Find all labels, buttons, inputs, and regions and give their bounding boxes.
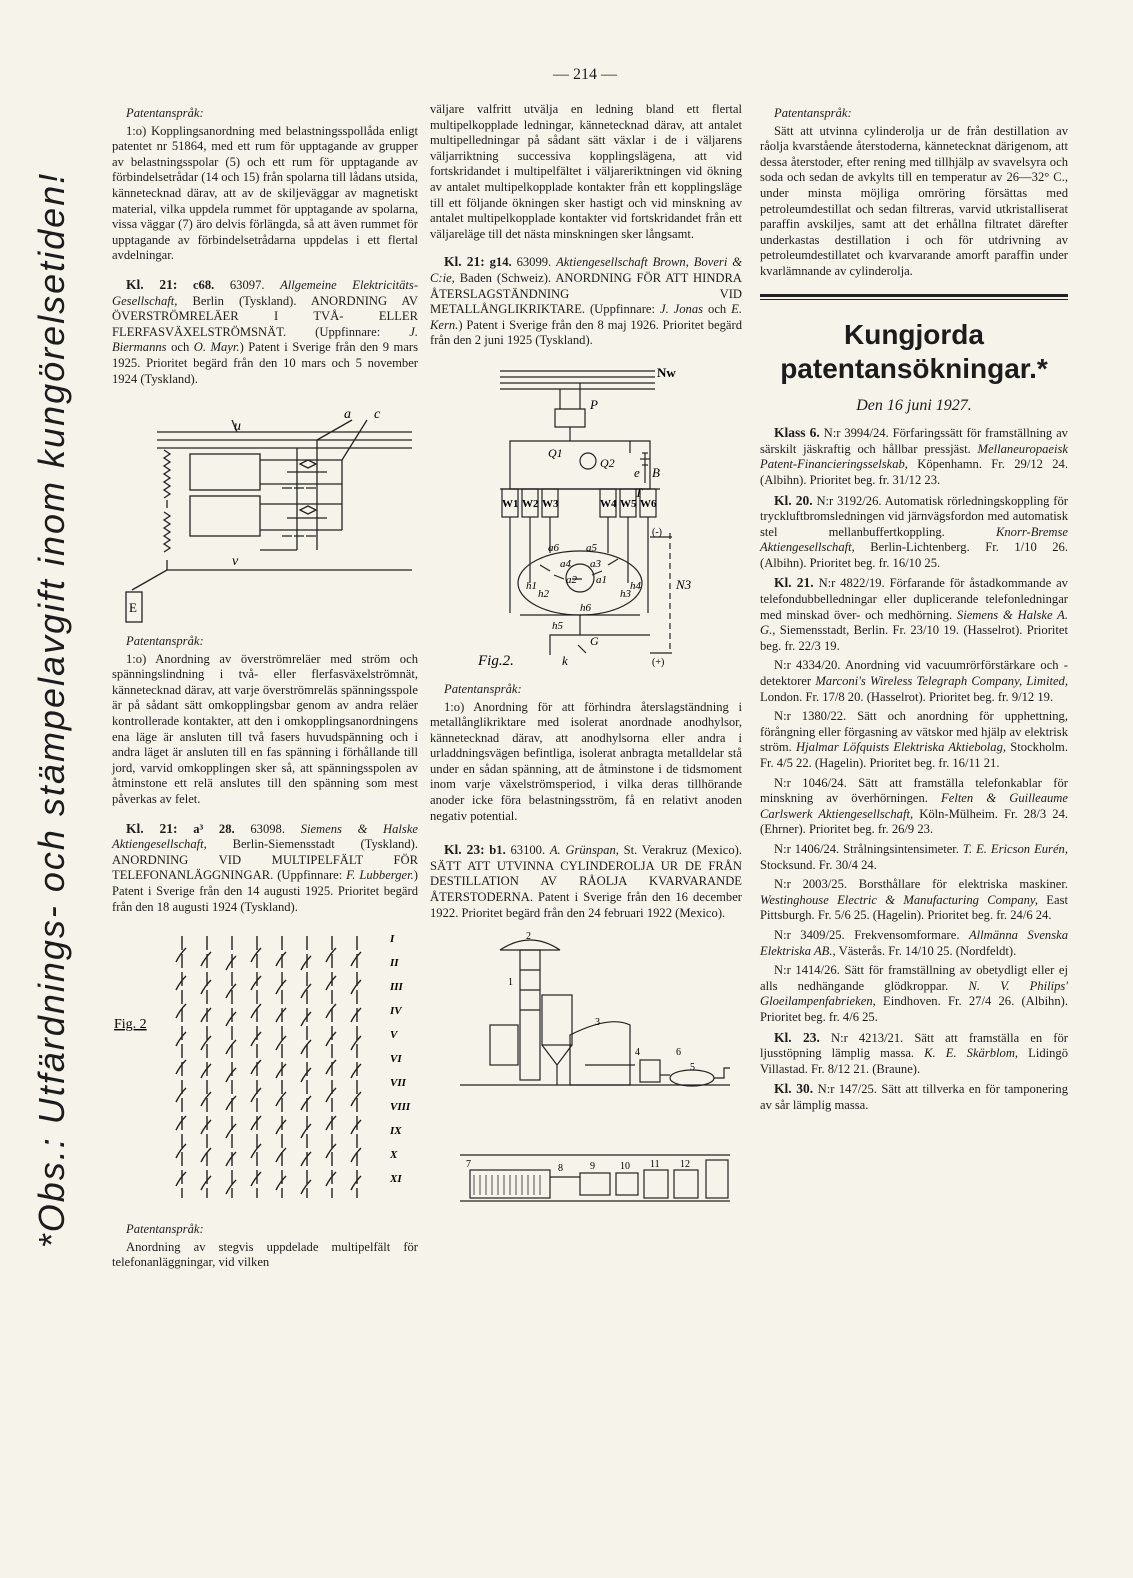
applicant: Siemens & Halske A. G., xyxy=(760,607,1068,638)
figure-rectifier-circuit xyxy=(430,353,742,678)
patent-entry-63097 xyxy=(112,277,418,387)
figure-label: k xyxy=(562,652,568,668)
inventor: F. Lubberger. xyxy=(346,868,414,883)
figure-label: a1 xyxy=(596,573,607,586)
conjunction: och xyxy=(708,302,727,317)
inventor: E. Kern. xyxy=(430,302,742,332)
figure-label: Fig. 2 xyxy=(114,1017,147,1033)
figure-label: P xyxy=(590,396,598,412)
side-note-strip xyxy=(22,120,82,1300)
figure-label: 9 xyxy=(590,1161,595,1173)
subclass: a³ 28. xyxy=(193,821,235,836)
figure-label: IX xyxy=(390,1125,402,1138)
application-details: Lidingö Villastad. Fr. 8/12 21. (Braune). xyxy=(760,1046,1069,1076)
figure-label: h2 xyxy=(538,587,549,600)
applicant: T. E. Ericson Eurén, xyxy=(962,841,1068,856)
patent-entry-63100 xyxy=(430,842,742,921)
figure-label: VI xyxy=(390,1053,402,1066)
class-label: Kl. 21: xyxy=(444,254,485,270)
application-entry xyxy=(760,877,1068,924)
claim-text: 1:o) Anordning av överströmreläer med ström och spänningslindning i två- eller flerfasväxelströmnät, kännetecknad därav, att varje överströmreläs spänningsspole är på sådant sätt omkopplingsbar genom av andra reläer kontrollerade kontakter, att den i omkopplingsanordningens ena läge är ansluten till två fasers huvudspänning och i andra läget är ansluten till en fas spänning i förhållande till jord, varvid omkopplingen sker så, att spänningsspolen av åtminstone ett relä anslutes till den spänning som mest påverkas av felet. xyxy=(112,651,418,807)
claim-heading: Patentanspråk: xyxy=(126,634,204,649)
applicant: Knorr-Bremse Aktiengesellschaft, xyxy=(760,524,1068,555)
entry-text: ) Patent i Sverige från den 9 mars 1925. Prioritet begärd från den 10 mars och 5 november 1924 (Tyskland). xyxy=(112,340,418,386)
claim-text: Anordning av stegvis uppdelade multipelfält för telefonanläggningar, vid vilken xyxy=(112,1239,418,1270)
figure-label: W6 xyxy=(640,497,657,510)
figure-label: Q1 xyxy=(548,445,563,460)
figure-label: X xyxy=(390,1149,398,1162)
application-text: N:r 4822/19. Förfarande för åstadkommande av telefondubbelledningar eller duplicerande telefonledningar med minskad över- och medhörning. xyxy=(760,576,1068,622)
figure-label: c xyxy=(374,407,381,423)
applicant: Marconi's Wireless Telegraph Company, Limited, xyxy=(815,674,1068,689)
patent-entry-63098 xyxy=(112,821,418,916)
figure-label: II xyxy=(390,957,399,970)
application-entry xyxy=(760,575,1068,654)
figure-label: (+) xyxy=(652,656,665,668)
application-text: N:r 147/25. Sätt att tillverka en för tamponering av sår lämplig massa. xyxy=(760,1082,1068,1112)
figure-label: h4 xyxy=(630,579,641,592)
figure-label: B xyxy=(652,464,660,480)
claim-block-3 xyxy=(112,1218,418,1275)
page-number: — 214 — xyxy=(553,66,617,83)
application-text: N:r 3192/26. Automatisk rörledningskoppling för tryckluftbromsledningen vid järnvägsfordon med automatisk stel mellanbuffertkoppling. xyxy=(760,493,1068,539)
class-label: Kl. 20. xyxy=(774,492,813,508)
figure-label: a6 xyxy=(548,541,559,554)
figure-label: W1 xyxy=(502,497,519,510)
claim-block-1 xyxy=(112,102,418,268)
application-entry xyxy=(760,928,1068,959)
patent-number: 63097. xyxy=(229,277,265,292)
figure-label: VII xyxy=(390,1077,406,1090)
figure-label: u xyxy=(234,419,241,435)
patent-number: 63100. xyxy=(510,843,546,858)
section-heading: Kungjorda patentansökningar.* xyxy=(780,318,1048,384)
applicant: Mellaneuropaeisk Patent-Financieringsselskab, xyxy=(760,441,1069,472)
application-details: Eindhoven. Fr. 27/4 26. (Albihn). Prioritet beg. fr. 4/6 25. xyxy=(760,994,1068,1024)
applicant: K. E. Skärblom, xyxy=(924,1046,1019,1061)
application-text: N:r 1046/24. Sätt att framställa telefonkablar för minskning av överhörningen. xyxy=(760,775,1068,806)
figure-label: a5 xyxy=(586,541,597,554)
application-entry xyxy=(760,776,1068,838)
figure-label: 7 xyxy=(466,1159,471,1171)
figure-label: W3 xyxy=(542,497,559,510)
claim-heading: Patentanspråk: xyxy=(126,1222,204,1237)
figure-label: a4 xyxy=(560,557,571,570)
applicant: Allgemeine Elektricitäts-Gesellschaft, xyxy=(112,277,419,308)
figure-label: 3 xyxy=(595,1017,600,1029)
applicant: N. V. Philips' Gloeilampenfabrieken, xyxy=(760,978,1068,1009)
application-entry xyxy=(760,709,1068,771)
class-label: Kl. 21: xyxy=(126,276,178,292)
inventor: J. Biermanns xyxy=(112,324,418,355)
figure-overcurrent-relay xyxy=(112,400,418,625)
applicant: Felten & Guilleaume Carlswerk Aktiengesellschaft, xyxy=(760,791,1068,821)
claim-heading: Patentanspråk: xyxy=(774,106,852,120)
figure-label: III xyxy=(390,981,403,994)
figure-label: Nw xyxy=(657,364,676,380)
applicant: Allmänna Svenska Elektriska AB., xyxy=(760,927,1068,958)
claim-heading: Patentanspråk: xyxy=(444,681,522,696)
figure-label: 5 xyxy=(690,1062,695,1074)
conjunction: och xyxy=(171,340,190,355)
class-label: Kl. 30. xyxy=(774,1081,814,1097)
class-label: Kl. 21: xyxy=(126,820,178,836)
applicant: A. Grünspan, xyxy=(549,843,619,858)
class-label: Kl. 23: xyxy=(444,842,485,858)
figure-label: 12 xyxy=(680,1159,690,1171)
figure-caption: Fig.2. xyxy=(478,652,514,669)
application-details: Stockholm. Fr. 4/5 22. (Hagelin). Prioritet beg. fr. 16/11 21. xyxy=(760,740,1068,770)
application-entry xyxy=(760,1030,1068,1078)
figure-label: 1 xyxy=(508,977,513,989)
figure-label: Q2 xyxy=(600,455,615,470)
figure-label: 6 xyxy=(676,1047,681,1059)
column-left xyxy=(112,102,418,1275)
application-text: N:r 3409/25. Frekvensomformare. xyxy=(774,927,960,942)
subclass: c68. xyxy=(192,277,215,292)
application-text: N:r 1414/26. Sätt för framställning av obetydligt eller ej alls nedhängande glödkroppar. xyxy=(760,963,1068,993)
figure-label: 4 xyxy=(635,1047,640,1059)
inventor: O. Mayr. xyxy=(193,340,240,355)
application-details: East Pittsburgh. Fr. 5/6 25. (Hagelin). Prioritet beg. fr. 24/6 24. xyxy=(760,892,1068,923)
application-text: N:r 2003/25. Borsthållare för elektriska maskiner. xyxy=(774,877,1068,892)
claim-text: 1:o) Anordning för att förhindra återslagständning i metallånglikriktare med isolerat anordnade anodhylsor, kännetecknad därav, att anodhylsorna eller andra i urladdningsvägen befintliga, isolerat anbragta metalldelar stå under en sådan spänning, att de åtminstone i de tidsmoment inom varje växelströmsperiod, i vilka deras tillhörande anoder icke föra belastningsström, få en relativt anoden negativ potential. xyxy=(430,699,742,823)
side-note: *Obs.: Utfärdnings- och stämpelavgift inom kungörelsetiden! xyxy=(31,171,72,1249)
claim-text: Sätt att utvinna cylinderolja ur de från destillation av råolja kvarstående återstoderna, kännetecknat därigenom, att dessa återstoder, efter rening med tillhjälp av svavelsyra och soda och sedan de avkylts till en temperatur av 26—32° C., under minsta möjliga omröring försättas med petroleumdestillat och sedan filtreras, varvid utkristalliserat paraffin avskiljes, samt att det erhållna filtratet därefter underkastas destillation i och för utdrivning av petroleumdestillatet och kvarvarande amorft paraffin under kvarlämnande av cylinderolja. xyxy=(760,123,1068,278)
figure-label: V xyxy=(390,1029,398,1042)
figure-label: v xyxy=(232,554,239,570)
figure-label: h5 xyxy=(552,619,563,632)
claim-heading: Patentanspråk: xyxy=(126,106,204,120)
figure-label: a xyxy=(344,407,351,423)
figure-label: G xyxy=(590,633,599,648)
figure-label: 2 xyxy=(526,931,531,943)
figure-label: N3 xyxy=(676,576,692,592)
section-divider xyxy=(760,294,1068,300)
figure-label: h3 xyxy=(620,587,631,600)
class-label: Kl. 21. xyxy=(774,575,814,591)
claim-text-continued: väljare valfritt utvälja en ledning bland ett flertal multipelkopplade ledningar, kännetecknad därav, att antalet multipelledningar på sådant sätt växlar i de i väljarens väljarriktning successiva kopplingslägena, att vid fortskridandet i multipelfältet i väljareriktningen vid ökning av antalet multipelkopplade kontakter från ett kopplingsläge till ett följande ökningen sker hastigt och vid minskning av antalet multipelkopplade kontakter vid fortskridandet från ett väljareläge till det nästa minskningen sker långsamt. xyxy=(430,102,742,241)
patent-number: 63098. xyxy=(250,821,285,836)
figure-label: IV xyxy=(390,1005,402,1018)
application-text: N:r 4334/20. Anordning vid vacuumrörförstärkare och -detektorer xyxy=(760,658,1068,689)
applicant: Hjalmar Löfquists Elektriska Aktiebolag, xyxy=(796,740,1007,755)
patent-number: 63099. xyxy=(516,255,552,270)
application-details: Köln-Mülheim. Fr. 28/3 24. (Ehrner). Prioritet beg. fr. 26/9 23. xyxy=(760,806,1069,837)
figure-label: XI xyxy=(390,1173,402,1186)
figure-label: 10 xyxy=(620,1161,630,1173)
figure-label: (-) xyxy=(652,526,662,538)
applicant: Siemens & Halske Aktiengesellschaft, xyxy=(112,821,419,852)
figure-distillation-plant xyxy=(430,925,742,1215)
application-entry xyxy=(760,1081,1068,1113)
figure-label: e xyxy=(634,464,640,480)
application-details: Siemensstadt, Berlin. Fr. 23/10 19. (Hasselrot). Prioritet beg. fr. 22/3 19. xyxy=(760,623,1068,653)
application-text: N:r 1380/22. Sätt och anordning för upphettning, förångning eller förgasning av vätskor med hjälp av elektrisk ström. xyxy=(760,709,1068,755)
entry-text: St. Verakruz (Mexico). SÄTT ATT UTVINNA CYLINDEROLJA UR DE FRÅN DESTILLATION AV RÅOLJA KVARVARANDE ÅTERSTODERNA. Patent i Sverige från den 16 december 1922. Prioritet begärd från den 24 februari 1922 (Mexico). xyxy=(430,843,742,920)
application-list xyxy=(760,425,1068,1113)
figure-label: T xyxy=(635,484,643,500)
figure-label: 8 xyxy=(558,1163,563,1175)
subclass: b1. xyxy=(489,843,506,858)
figure-label: 11 xyxy=(650,1159,660,1171)
application-entry xyxy=(760,963,1068,1025)
figure-label: I xyxy=(390,933,395,946)
applicant: Aktiengesellschaft Brown, Boveri & C:ie, xyxy=(430,255,742,285)
entry-text: Berlin (Tyskland). ANORDNING AV ÖVERSTRÖMRELÄER I TVÅ- ELLER FLERFASVÄXELSTRÖMSNÄT. (Uppfinnare: xyxy=(112,293,418,339)
application-entry xyxy=(760,493,1068,572)
entry-text: Berlin-Siemensstadt (Tyskland). ANORDNING VID MULTIPELFÄLT FÖR TELEFONANLÄGGNINGAR. (Uppfinnare: xyxy=(112,837,418,883)
application-details: Köpenhamn. Fr. 29/12 24. (Albihn). Prioritet beg. fr. 31/12 23. xyxy=(760,457,1068,487)
figure-label: a2 xyxy=(566,573,577,586)
class-label: Kl. 23. xyxy=(774,1029,820,1045)
figure-label: VIII xyxy=(390,1101,411,1114)
application-text: N:r 4213/21. Sätt att framställa en för ljusstöpning lämplig massa. xyxy=(760,1030,1068,1061)
entry-text: Baden (Schweiz). ANORDNING FÖR ATT HINDRA ÅTERSLAGSTÄNDNING VID METALLÅNGLIKRIKTARE. (Uppfinnare: xyxy=(430,270,742,317)
entry-text: ) Patent i Sverige från den 14 augusti 1925. Prioritet begärd från den 18 augusti 1924 (Tyskland). xyxy=(112,868,418,914)
application-text: N:r 1406/24. Strålningsintensimeter. xyxy=(774,841,959,856)
application-entry xyxy=(760,425,1068,488)
inventor: J. Jonas xyxy=(659,302,704,317)
figure-label: a3 xyxy=(590,557,601,570)
section-date: Den 16 juni 1927. xyxy=(856,396,972,414)
figure-label: E xyxy=(129,600,137,616)
application-details: Berlin-Lichtenberg. Fr. 1/10 26. (Albihn). Prioritet beg. fr. 16/10 25. xyxy=(760,540,1068,570)
column-right xyxy=(760,102,1068,1117)
application-text: N:r 3994/24. Förfaringssätt för framställning av särskilt jäskraftig och hållbar pressjäst. xyxy=(760,426,1068,456)
applicant: Westinghouse Electric & Manufacturing Company, xyxy=(760,892,1038,907)
figure-label: W4 xyxy=(600,497,617,510)
figure-label: h1 xyxy=(526,579,537,592)
application-details: Västerås. Fr. 14/10 25. (Nordfeldt). xyxy=(838,943,1017,958)
claim-text: 1:o) Kopplingsanordning med belastningsspollåda enligt patentet nr 51864, med ett rum för upptagande av grupper av belastningsspolar (5) och ett rum för upptagande av förbindelsetrådar (14 och 15) från spolarna till lådans utsida, kännetecknad därav, att av de skiljeväggar av magnetiskt material, vilka uppdela rummet för upptagande av spolarna, vissa väggar (7) äro delvis förlängda, så att även rummet för upptagande av förbindelsetrådarna uppdelas i ett flertal avdelningar. xyxy=(112,123,418,263)
application-entry xyxy=(760,658,1068,705)
entry-text: ) Patent i Sverige från den 8 maj 1926. Prioritet begärd från den 2 juni 1925 (Tyskland). xyxy=(430,317,742,348)
class-label: Klass 6. xyxy=(774,425,820,441)
column-middle xyxy=(430,102,742,1215)
claim-block-2 xyxy=(112,630,418,812)
subclass: g14. xyxy=(489,255,512,270)
figure-multiple-field xyxy=(112,928,418,1213)
application-details: London. Fr. 17/8 20. (Hasselrot). Prioritet beg. fr. 9/12 19. xyxy=(760,689,1054,704)
patent-entry-63099 xyxy=(430,254,742,349)
figure-label: W5 xyxy=(620,497,637,510)
figure-label: h6 xyxy=(580,601,591,614)
application-details: Stocksund. Fr. 30/4 24. xyxy=(760,857,877,872)
figure-label: W2 xyxy=(522,497,539,510)
application-entry xyxy=(760,842,1068,873)
